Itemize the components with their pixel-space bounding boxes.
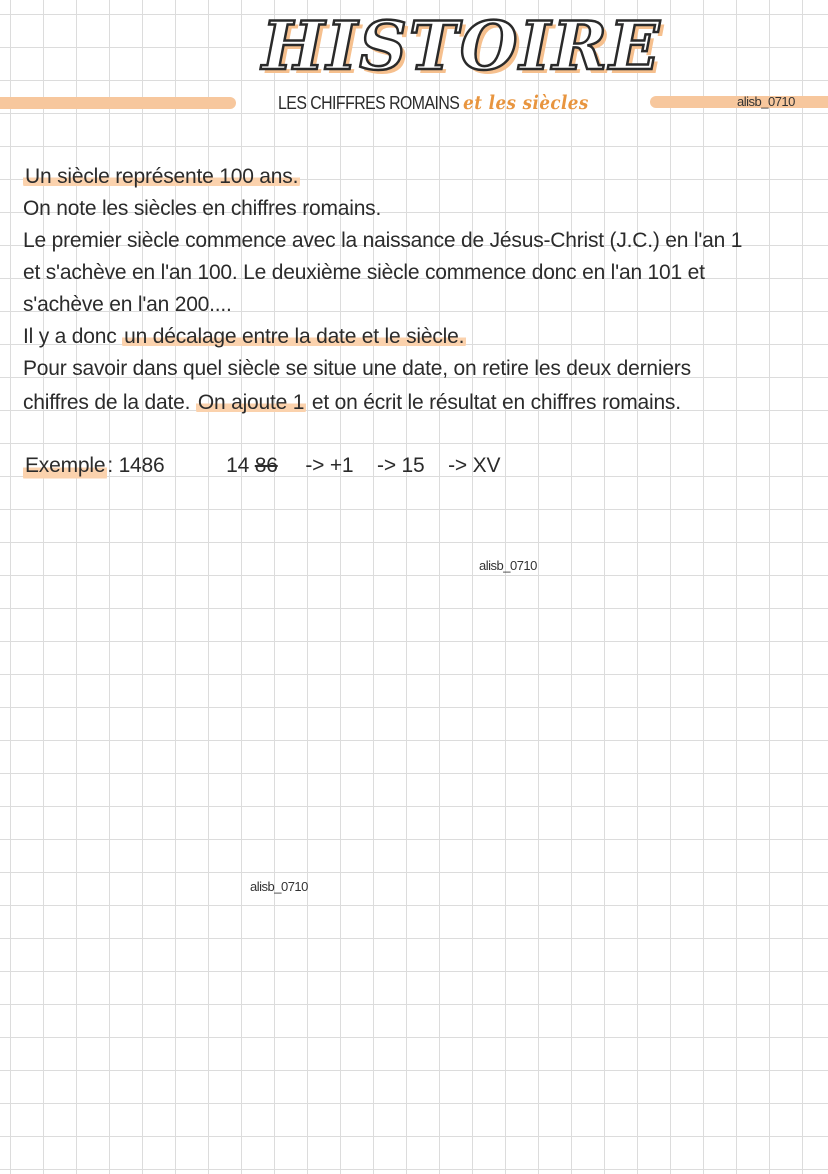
subtitle-main: LES CHIFFRES ROMAINS	[278, 93, 460, 113]
text-line-1	[23, 162, 300, 192]
author-handle: alisb_0710	[737, 94, 795, 109]
text-line-5: s'achève en l'an 200....	[23, 293, 232, 316]
text-line-2: On note les siècles en chiffres romains.	[23, 197, 382, 220]
example-step-result: -> 15	[377, 454, 425, 477]
example-line	[23, 451, 500, 481]
watermark-mid: alisb_0710	[479, 558, 537, 573]
page-title: HISTOIRE	[262, 7, 662, 85]
text-line-8-pre: chiffres de la date.	[23, 391, 196, 414]
text-line-3: Le premier siècle commence avec la naissance de Jésus-Christ (J.C.) en l'an 1	[23, 229, 743, 252]
watermark-low: alisb_0710	[250, 879, 308, 894]
text-line-6-pre: Il y a donc	[23, 325, 123, 348]
highlighted-offset: un décalage entre la date et le siècle.	[124, 325, 465, 348]
example-removed-digits: 86	[254, 454, 278, 477]
example-step-add: -> +1	[305, 454, 354, 477]
example-step-roman: -> XV	[448, 454, 501, 477]
example-kept-digits: 14	[226, 454, 250, 477]
decorative-bar-left	[0, 97, 236, 109]
subtitle-accent: et les siècles	[463, 92, 589, 114]
text-line-4: et s'achève en l'an 100. Le deuxième siècle commence donc en l'an 101 et	[23, 261, 705, 284]
highlighted-rule: On ajoute 1	[197, 391, 305, 414]
text-line-6	[23, 322, 466, 352]
example-year: : 1486	[107, 454, 165, 477]
subtitle	[278, 89, 589, 117]
text-line-8-post: et on écrit le résultat en chiffres romains.	[306, 391, 681, 414]
example-label: Exemple	[23, 451, 107, 481]
highlighted-definition: Un siècle représente 100 ans.	[25, 165, 299, 188]
text-line-8	[23, 388, 681, 418]
text-line-7: Pour savoir dans quel siècle se situe une date, on retire les deux derniers	[23, 357, 691, 380]
